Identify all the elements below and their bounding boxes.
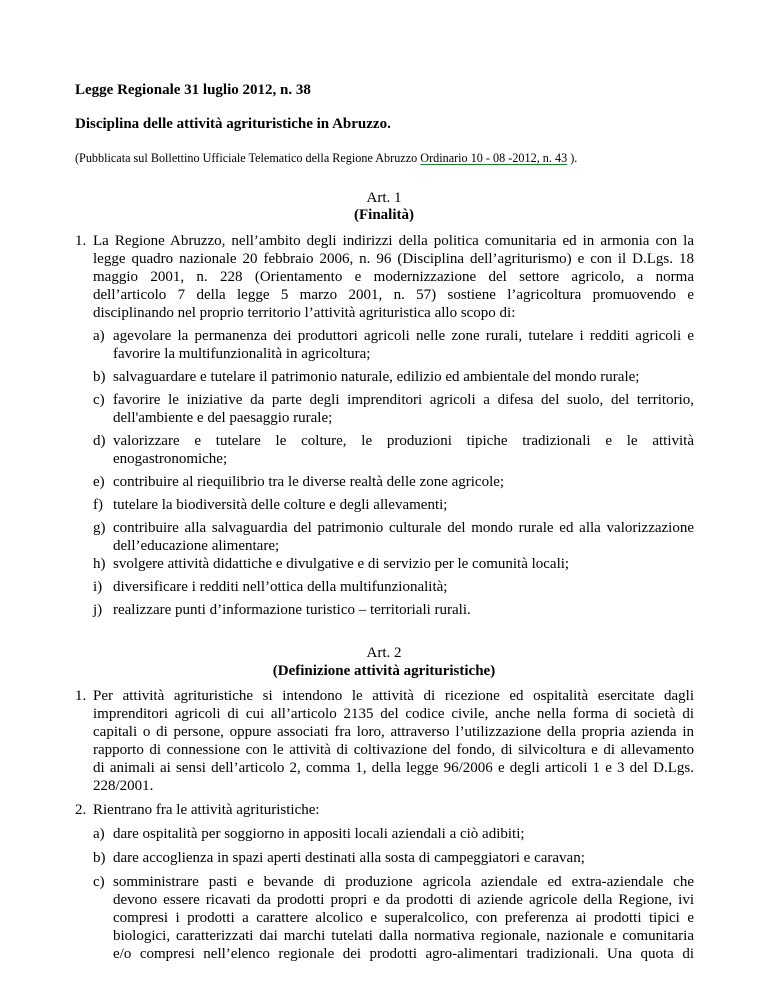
publication-prefix: (Pubblicata sul Bollettino Ufficiale Telematico della Regione Abruzzo (75, 151, 421, 165)
art1-para1-line: maggio 2001, n. 228 (Orientamento e modernizzazione del settore agricolo, a norma (93, 269, 694, 285)
art2-item-letter: a) (93, 826, 105, 842)
art1-item-line: dell'ambiente e del paesaggio rurale; (113, 410, 333, 426)
art1-item-letter: f) (93, 497, 103, 513)
art1-item-line: salvaguardare e tutelare il patrimonio naturale, edilizio ed ambientale del mondo rurale; (113, 369, 640, 385)
art2-para1-line: imprenditori agricoli di cui all’articolo 2135 del codice civile, anche nella forma di società di (93, 706, 694, 722)
art1-item-letter: e) (93, 474, 105, 490)
art1-item-line: tutelare la biodiversità delle colture e degli allevamenti; (113, 497, 448, 513)
art2-item-letter: c) (93, 874, 105, 890)
art1-item-letter: i) (93, 579, 103, 595)
publication-note (75, 151, 577, 166)
art2-para1-line: rapporto di connessione con le attività di coltivazione del fondo, di silvicoltura e di allevamento (93, 742, 694, 758)
art1-number: Art. 1 (366, 190, 402, 206)
art1-para1-line: legge quadro nazionale 20 febbraio 2006, n. 96 (Disciplina dell’agriturismo) e con il D.Lgs. 18 (93, 251, 694, 267)
art2-item-line: biologici, caratterizzati dai marchi tutelati dalla normativa regionale, nazionale e comunitaria (113, 928, 694, 944)
art2-item-line: dare accoglienza in spazi aperti destinati alla sosta di campeggiatori e caravan; (113, 850, 585, 866)
art1-item-line: diversificare i redditi nell’ottica della multifunzionalità; (113, 579, 448, 595)
art2-para1-number: 1. (75, 688, 87, 704)
art1-item-letter: b) (93, 369, 106, 385)
art1-item-line: agevolare la permanenza dei produttori agricoli nelle zone rurali, tutelare i redditi agricoli e (113, 328, 694, 344)
art2-heading: (Definizione attività agrituristiche) (272, 663, 496, 679)
art1-item-letter: c) (93, 392, 105, 408)
art2-item-line: dare ospitalità per soggiorno in appositi locali aziendali a ciò adibiti; (113, 826, 525, 842)
art1-item-letter: g) (93, 520, 106, 536)
publication-link[interactable]: Ordinario 10 - 08 -2012, n. 43 (420, 151, 568, 165)
art1-item-letter: d) (93, 433, 106, 449)
art2-para1-line: Per attività agrituristiche si intendono le attività di ricezione ed ospitalità esercitate dagli (93, 688, 694, 704)
art1-item-line: contribuire alla salvaguardia del patrimonio culturale del mondo rurale ed alla valorizzazione (113, 520, 694, 536)
art2-para1-line: 228/2001. (93, 778, 154, 794)
art1-item-line: contribuire al riequilibrio tra le diverse realtà delle zone agricole; (113, 474, 505, 490)
art1-item-letter: h) (93, 556, 106, 572)
art1-item-line: svolgere attività didattiche e divulgative e di servizio per le comunità locali; (113, 556, 570, 572)
art2-item-letter: b) (93, 850, 106, 866)
art1-item-letter: j) (93, 602, 103, 618)
art2-para2-number: 2. (75, 802, 87, 818)
art1-para1-number: 1. (75, 233, 87, 249)
art2-item-line: devono essere ricavati da prodotti propri e da prodotti di aziende agricole della Regione, ivi (113, 892, 694, 908)
art1-item-letter: a) (93, 328, 105, 344)
art1-heading: (Finalità) (354, 207, 414, 223)
art1-para1-line: disciplinando nel proprio territorio l’attività agrituristica allo scopo di: (93, 305, 516, 321)
law-subject: Disciplina delle attività agrituristiche in Abruzzo. (75, 116, 391, 132)
art2-para1-line: di animali ai sensi dell’articolo 2, comma 1, della legge 96/2006 e degli articoli 1 e 3 del D.Lgs. (93, 760, 694, 776)
art1-para1-line: dell’articolo 7 della legge 5 marzo 2001, n. 57) sostiene l’agricoltura promuovendo e (93, 287, 694, 303)
art2-para2-text: Rientrano fra le attività agrituristiche: (93, 802, 320, 818)
art2-item-line: somministrare pasti e bevande di produzione agricola aziendale ed extra-aziendale che (113, 874, 694, 890)
publication-suffix: ). (567, 151, 578, 165)
art1-item-line: enogastronomiche; (113, 451, 228, 467)
law-title: Legge Regionale 31 luglio 2012, n. 38 (75, 82, 311, 98)
art1-item-line: valorizzare e tutelare le colture, le produzioni tipiche tradizionali e le attività (113, 433, 694, 449)
art1-item-line: realizzare punti d’informazione turistico – territoriali rurali. (113, 602, 471, 618)
art1-item-line: favorire le iniziative da parte degli imprenditori agricoli a difesa del suolo, del territorio, (113, 392, 694, 408)
art2-para1-line: capitali o di persone, oppure associati fra loro, attraverso l’utilizzazione della propria azienda in (93, 724, 694, 740)
art1-item-line: dell’educazione alimentare; (113, 538, 280, 554)
art2-number: Art. 2 (366, 645, 402, 661)
art2-item-line: e/o compresi nell’elenco regionale dei prodotti agro-alimentari tradizionali. Una quota di (113, 946, 694, 962)
art1-para1-line: La Regione Abruzzo, nell’ambito degli indirizzi della politica comunitaria ed in armonia con la (93, 233, 694, 249)
art1-item-line: favorire la multifunzionalità in agricoltura; (113, 346, 371, 362)
art2-item-line: compresi i prodotti a carattere alcolico e superalcolico, con preferenza ai prodotti tipici e (113, 910, 694, 926)
